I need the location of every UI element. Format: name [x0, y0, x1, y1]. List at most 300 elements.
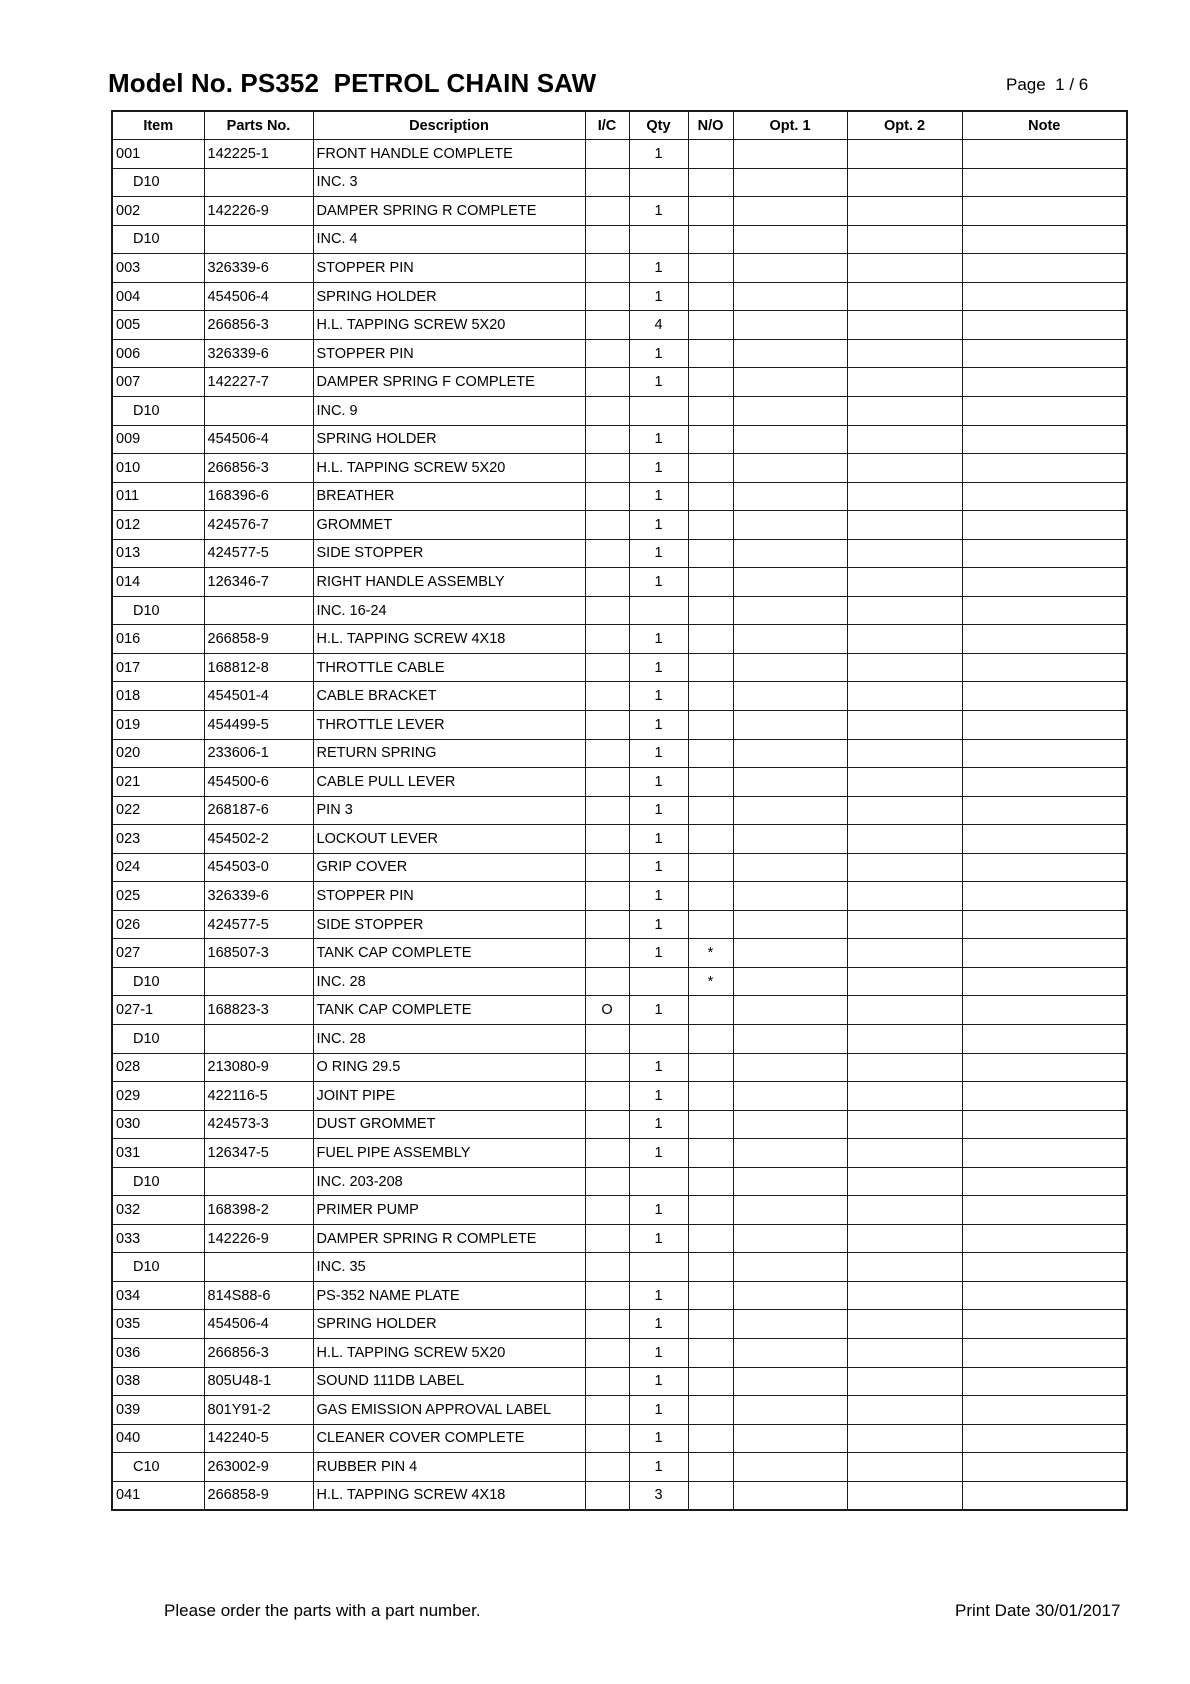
column-header-description: Description: [313, 111, 585, 140]
cell-opt2: [847, 1424, 962, 1453]
cell-opt1: [733, 368, 847, 397]
cell-ic: [585, 710, 629, 739]
cell-ic: [585, 1453, 629, 1482]
cell-parts-no: 142226-9: [204, 197, 313, 226]
cell-description: GAS EMISSION APPROVAL LABEL: [313, 1396, 585, 1425]
cell-no: [688, 796, 733, 825]
cell-note: [962, 1339, 1127, 1368]
cell-description: INC. 35: [313, 1253, 585, 1282]
cell-opt1: [733, 739, 847, 768]
cell-parts-no: 454501-4: [204, 682, 313, 711]
page-prefix: Page: [1006, 75, 1046, 94]
cell-no: [688, 1339, 733, 1368]
cell-item: 026: [112, 910, 204, 939]
cell-opt1: [733, 1481, 847, 1510]
cell-ic: [585, 511, 629, 540]
cell-note: [962, 967, 1127, 996]
cell-no: [688, 1139, 733, 1168]
table-row: [112, 511, 1127, 540]
cell-parts-no: 424577-5: [204, 910, 313, 939]
cell-description: INC. 4: [313, 225, 585, 254]
cell-no: [688, 1253, 733, 1282]
cell-parts-no: 326339-6: [204, 254, 313, 283]
cell-description: CLEANER COVER COMPLETE: [313, 1424, 585, 1453]
cell-no: [688, 1367, 733, 1396]
cell-qty: 1: [629, 1339, 688, 1368]
table-row: [112, 682, 1127, 711]
cell-description: DAMPER SPRING R COMPLETE: [313, 197, 585, 226]
cell-opt2: [847, 1025, 962, 1054]
cell-item: 013: [112, 539, 204, 568]
cell-item: 028: [112, 1053, 204, 1082]
cell-qty: 1: [629, 682, 688, 711]
page-title: Model No. PS352 PETROL CHAIN SAW: [108, 68, 597, 98]
table-row: [112, 796, 1127, 825]
cell-note: [962, 739, 1127, 768]
cell-opt2: [847, 1339, 962, 1368]
cell-description: CABLE BRACKET: [313, 682, 585, 711]
cell-description: RUBBER PIN 4: [313, 1453, 585, 1482]
cell-item: D10: [112, 1167, 204, 1196]
cell-ic: [585, 282, 629, 311]
cell-item: D10: [112, 967, 204, 996]
cell-qty: [629, 1167, 688, 1196]
cell-opt2: [847, 482, 962, 511]
cell-qty: 1: [629, 1367, 688, 1396]
cell-parts-no: 266856-3: [204, 1339, 313, 1368]
cell-parts-no: 422116-5: [204, 1082, 313, 1111]
cell-no: [688, 882, 733, 911]
cell-note: [962, 853, 1127, 882]
cell-note: [962, 1367, 1127, 1396]
cell-note: [962, 1082, 1127, 1111]
table-row: [112, 282, 1127, 311]
cell-item: 005: [112, 311, 204, 340]
cell-qty: 1: [629, 568, 688, 597]
page-number: 1 / 6: [1055, 75, 1089, 94]
table-row: [112, 368, 1127, 397]
cell-item: 004: [112, 282, 204, 311]
cell-opt2: [847, 939, 962, 968]
cell-qty: 1: [629, 1396, 688, 1425]
cell-description: INC. 203-208: [313, 1167, 585, 1196]
cell-no: [688, 682, 733, 711]
cell-parts-no: 454506-4: [204, 282, 313, 311]
cell-opt1: [733, 682, 847, 711]
cell-parts-no: [204, 1025, 313, 1054]
cell-no: *: [688, 967, 733, 996]
cell-description: STOPPER PIN: [313, 254, 585, 283]
cell-opt1: [733, 996, 847, 1025]
cell-ic: [585, 882, 629, 911]
table-row: [112, 140, 1127, 169]
cell-description: SPRING HOLDER: [313, 1310, 585, 1339]
cell-opt2: [847, 1367, 962, 1396]
page-indicator: [1006, 75, 1088, 95]
cell-note: [962, 825, 1127, 854]
cell-qty: 1: [629, 1110, 688, 1139]
cell-ic: [585, 254, 629, 283]
cell-no: [688, 625, 733, 654]
cell-description: O RING 29.5: [313, 1053, 585, 1082]
cell-no: [688, 311, 733, 340]
cell-description: GRIP COVER: [313, 853, 585, 882]
cell-parts-no: 454506-4: [204, 1310, 313, 1339]
cell-opt1: [733, 1082, 847, 1111]
cell-opt1: [733, 967, 847, 996]
cell-opt2: [847, 1224, 962, 1253]
cell-qty: [629, 1253, 688, 1282]
cell-opt2: [847, 1139, 962, 1168]
cell-opt1: [733, 1167, 847, 1196]
cell-opt1: [733, 768, 847, 797]
cell-qty: 1: [629, 1196, 688, 1225]
cell-parts-no: 168507-3: [204, 939, 313, 968]
cell-opt2: [847, 853, 962, 882]
cell-qty: 1: [629, 1053, 688, 1082]
cell-item: 041: [112, 1481, 204, 1510]
column-header-item: Item: [112, 111, 204, 140]
cell-opt2: [847, 768, 962, 797]
cell-description: PRIMER PUMP: [313, 1196, 585, 1225]
cell-parts-no: 801Y91-2: [204, 1396, 313, 1425]
cell-item: 036: [112, 1339, 204, 1368]
cell-parts-no: 168398-2: [204, 1196, 313, 1225]
table-row: [112, 1196, 1127, 1225]
cell-description: TANK CAP COMPLETE: [313, 939, 585, 968]
cell-ic: [585, 425, 629, 454]
cell-note: [962, 1253, 1127, 1282]
cell-opt1: [733, 511, 847, 540]
cell-no: [688, 168, 733, 197]
cell-description: SPRING HOLDER: [313, 425, 585, 454]
cell-no: [688, 539, 733, 568]
cell-opt1: [733, 596, 847, 625]
cell-opt2: [847, 140, 962, 169]
cell-item: 012: [112, 511, 204, 540]
cell-qty: [629, 596, 688, 625]
cell-no: [688, 1082, 733, 1111]
cell-parts-no: 263002-9: [204, 1453, 313, 1482]
cell-qty: [629, 168, 688, 197]
cell-opt1: [733, 168, 847, 197]
order-note: Please order the parts with a part number.: [164, 1601, 481, 1620]
cell-item: 020: [112, 739, 204, 768]
cell-no: [688, 1196, 733, 1225]
cell-item: 023: [112, 825, 204, 854]
cell-opt1: [733, 853, 847, 882]
table-row: [112, 1253, 1127, 1282]
cell-ic: [585, 539, 629, 568]
cell-qty: 1: [629, 539, 688, 568]
cell-opt1: [733, 1053, 847, 1082]
cell-note: [962, 482, 1127, 511]
cell-qty: [629, 1025, 688, 1054]
cell-item: 014: [112, 568, 204, 597]
cell-no: [688, 1453, 733, 1482]
cell-qty: 1: [629, 1424, 688, 1453]
cell-opt1: [733, 568, 847, 597]
cell-ic: [585, 768, 629, 797]
cell-parts-no: [204, 396, 313, 425]
cell-ic: [585, 682, 629, 711]
cell-description: STOPPER PIN: [313, 882, 585, 911]
table-row: [112, 197, 1127, 226]
table-row: [112, 1310, 1127, 1339]
cell-item: 011: [112, 482, 204, 511]
table-row: [112, 454, 1127, 483]
cell-opt2: [847, 1053, 962, 1082]
cell-parts-no: 266856-3: [204, 454, 313, 483]
cell-opt1: [733, 1224, 847, 1253]
cell-no: [688, 1281, 733, 1310]
cell-no: [688, 396, 733, 425]
table-row: [112, 425, 1127, 454]
cell-qty: 1: [629, 910, 688, 939]
cell-opt2: [847, 1082, 962, 1111]
cell-ic: [585, 568, 629, 597]
table-row: [112, 339, 1127, 368]
cell-parts-no: 168823-3: [204, 996, 313, 1025]
table-row: [112, 1281, 1127, 1310]
cell-parts-no: 142227-7: [204, 368, 313, 397]
cell-opt2: [847, 1253, 962, 1282]
cell-ic: [585, 1196, 629, 1225]
cell-opt1: [733, 454, 847, 483]
cell-item: 024: [112, 853, 204, 882]
cell-opt2: [847, 739, 962, 768]
table-row: [112, 710, 1127, 739]
cell-item: 032: [112, 1196, 204, 1225]
cell-qty: 1: [629, 882, 688, 911]
cell-ic: [585, 653, 629, 682]
cell-opt2: [847, 339, 962, 368]
cell-ic: [585, 967, 629, 996]
cell-description: INC. 16-24: [313, 596, 585, 625]
cell-qty: 1: [629, 282, 688, 311]
cell-note: [962, 1396, 1127, 1425]
cell-ic: [585, 454, 629, 483]
cell-opt2: [847, 425, 962, 454]
cell-opt1: [733, 1196, 847, 1225]
cell-description: RIGHT HANDLE ASSEMBLY: [313, 568, 585, 597]
cell-ic: [585, 1224, 629, 1253]
cell-opt2: [847, 539, 962, 568]
cell-no: [688, 1424, 733, 1453]
cell-note: [962, 1196, 1127, 1225]
cell-note: [962, 282, 1127, 311]
cell-ic: [585, 739, 629, 768]
table-row: [112, 1082, 1127, 1111]
cell-no: [688, 1396, 733, 1425]
cell-opt2: [847, 625, 962, 654]
cell-opt1: [733, 539, 847, 568]
cell-description: STOPPER PIN: [313, 339, 585, 368]
cell-note: [962, 1025, 1127, 1054]
cell-description: DUST GROMMET: [313, 1110, 585, 1139]
cell-ic: [585, 339, 629, 368]
cell-description: CABLE PULL LEVER: [313, 768, 585, 797]
cell-opt2: [847, 710, 962, 739]
cell-qty: 1: [629, 482, 688, 511]
cell-ic: [585, 396, 629, 425]
cell-note: [962, 625, 1127, 654]
cell-no: [688, 825, 733, 854]
cell-ic: [585, 910, 629, 939]
cell-opt1: [733, 140, 847, 169]
table-row: [112, 625, 1127, 654]
cell-qty: [629, 225, 688, 254]
cell-ic: [585, 853, 629, 882]
cell-opt1: [733, 796, 847, 825]
cell-no: [688, 910, 733, 939]
parts-table-body: [112, 140, 1127, 1510]
cell-item: 035: [112, 1310, 204, 1339]
cell-no: [688, 1310, 733, 1339]
cell-ic: [585, 482, 629, 511]
cell-ic: [585, 1367, 629, 1396]
cell-ic: [585, 1253, 629, 1282]
cell-parts-no: 142240-5: [204, 1424, 313, 1453]
cell-note: [962, 368, 1127, 397]
cell-opt1: [733, 653, 847, 682]
cell-opt2: [847, 1453, 962, 1482]
cell-item: 006: [112, 339, 204, 368]
cell-parts-no: 168396-6: [204, 482, 313, 511]
cell-no: [688, 368, 733, 397]
cell-parts-no: 142226-9: [204, 1224, 313, 1253]
cell-note: [962, 511, 1127, 540]
cell-opt2: [847, 396, 962, 425]
cell-parts-no: 454499-5: [204, 710, 313, 739]
parts-table: [111, 110, 1128, 1511]
cell-qty: 1: [629, 368, 688, 397]
cell-item: 027: [112, 939, 204, 968]
cell-ic: [585, 168, 629, 197]
cell-opt1: [733, 225, 847, 254]
cell-note: [962, 140, 1127, 169]
cell-note: [962, 1139, 1127, 1168]
cell-no: [688, 568, 733, 597]
table-row: [112, 910, 1127, 939]
cell-ic: [585, 1139, 629, 1168]
cell-opt1: [733, 482, 847, 511]
cell-opt2: [847, 1396, 962, 1425]
column-header-parts-no: Parts No.: [204, 111, 313, 140]
cell-ic: [585, 1281, 629, 1310]
cell-opt1: [733, 910, 847, 939]
table-row: [112, 853, 1127, 882]
cell-item: 027-1: [112, 996, 204, 1025]
cell-ic: [585, 1082, 629, 1111]
cell-ic: [585, 225, 629, 254]
cell-opt1: [733, 396, 847, 425]
cell-no: [688, 596, 733, 625]
table-row: [112, 1339, 1127, 1368]
table-row: [112, 739, 1127, 768]
cell-no: [688, 511, 733, 540]
cell-qty: 1: [629, 825, 688, 854]
cell-item: 018: [112, 682, 204, 711]
cell-ic: O: [585, 996, 629, 1025]
cell-description: INC. 3: [313, 168, 585, 197]
cell-note: [962, 254, 1127, 283]
cell-note: [962, 311, 1127, 340]
cell-item: 002: [112, 197, 204, 226]
cell-qty: 1: [629, 454, 688, 483]
cell-no: [688, 1053, 733, 1082]
cell-description: TANK CAP COMPLETE: [313, 996, 585, 1025]
cell-qty: 1: [629, 425, 688, 454]
cell-opt2: [847, 825, 962, 854]
cell-parts-no: 454500-6: [204, 768, 313, 797]
column-header-opt2: Opt. 2: [847, 111, 962, 140]
cell-item: D10: [112, 168, 204, 197]
cell-no: [688, 197, 733, 226]
cell-ic: [585, 311, 629, 340]
table-row: [112, 1453, 1127, 1482]
cell-ic: [585, 1053, 629, 1082]
cell-parts-no: 424577-5: [204, 539, 313, 568]
cell-note: [962, 996, 1127, 1025]
cell-description: GROMMET: [313, 511, 585, 540]
cell-item: D10: [112, 1025, 204, 1054]
cell-no: [688, 339, 733, 368]
table-row: [112, 168, 1127, 197]
cell-item: 031: [112, 1139, 204, 1168]
cell-opt1: [733, 254, 847, 283]
cell-no: [688, 140, 733, 169]
cell-ic: [585, 596, 629, 625]
cell-item: D10: [112, 396, 204, 425]
cell-opt1: [733, 710, 847, 739]
cell-parts-no: 454503-0: [204, 853, 313, 882]
cell-qty: [629, 396, 688, 425]
cell-no: [688, 282, 733, 311]
cell-description: THROTTLE LEVER: [313, 710, 585, 739]
cell-qty: 1: [629, 140, 688, 169]
table-row: [112, 967, 1127, 996]
cell-no: [688, 1224, 733, 1253]
cell-qty: 4: [629, 311, 688, 340]
cell-description: PS-352 NAME PLATE: [313, 1281, 585, 1310]
cell-opt2: [847, 1281, 962, 1310]
cell-note: [962, 339, 1127, 368]
cell-item: 007: [112, 368, 204, 397]
cell-no: [688, 1481, 733, 1510]
cell-qty: 1: [629, 1453, 688, 1482]
cell-description: H.L. TAPPING SCREW 5X20: [313, 454, 585, 483]
cell-opt2: [847, 910, 962, 939]
cell-opt2: [847, 1196, 962, 1225]
cell-opt2: [847, 996, 962, 1025]
table-row: [112, 482, 1127, 511]
cell-description: SIDE STOPPER: [313, 539, 585, 568]
table-row: [112, 396, 1127, 425]
cell-opt1: [733, 1139, 847, 1168]
cell-note: [962, 1424, 1127, 1453]
cell-item: 038: [112, 1367, 204, 1396]
cell-no: [688, 853, 733, 882]
cell-note: [962, 682, 1127, 711]
cell-opt2: [847, 254, 962, 283]
cell-item: 017: [112, 653, 204, 682]
cell-parts-no: 266856-3: [204, 311, 313, 340]
cell-description: INC. 28: [313, 1025, 585, 1054]
cell-item: 033: [112, 1224, 204, 1253]
cell-parts-no: 326339-6: [204, 339, 313, 368]
cell-opt2: [847, 682, 962, 711]
